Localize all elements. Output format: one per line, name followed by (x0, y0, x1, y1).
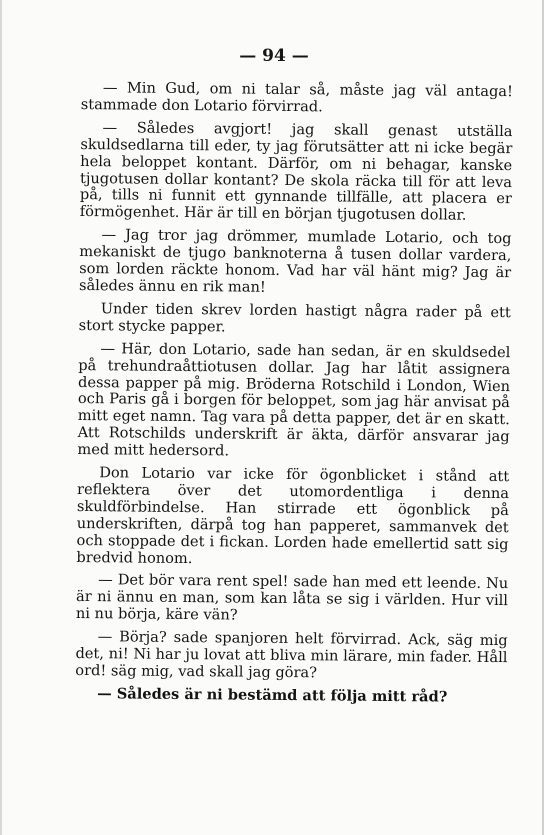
paragraph: Under tiden skrev lorden hastigt några rader på ett stort stycke papper. (78, 300, 511, 336)
paragraph: — Det bör vara rent spel! sade han med ett leende. Nu är ni ännu en man, som kan låta se sig i världen. Hur vill ni nu börja, käre vän? (75, 571, 509, 624)
paragraph: — Min Gud, om ni talar så, måste jag väl antaga! stammade don Lotario förvirrad. (80, 79, 513, 116)
paragraph: — Börja? sade spanjoren helt förvirrad. Ack, säg mig det, ni! Ni har ju lovat att bliva min lärare, min fader. Håll ord! säg mig, vad skall jag göra? (75, 628, 508, 682)
page-number: — 94 — (239, 46, 309, 66)
paragraph: — Jag tror jag drömmer, mumlade Lotario, och tog mekaniskt de tjugo banknoterna å tusen dollar vardera, som lorden räckte honom. Vad har väl hänt mig? Jag är således ännu en rik man! (78, 226, 512, 296)
paragraph: — Här, don Lotario, sade han sedan, är en skuldsedel på trehundraåttiotusen dollar. Jag har låtit assignera dessa papper på mig. Bröderna Rotschild i London, Wien och Paris gå i borgen för beloppet, som jag här anvisat på mitt eget namn. Tag vara på detta papper, det är en skatt. Att Rotschilds underskrift är äkta, därför ansvarar jag med mitt hedersord. (77, 339, 511, 460)
paragraph: — Således avgjort! jag skall genast utställa skuldsedlarna till eder, ty jag förutsätter att ni icke begär hela beloppet kontant. Därför, om ni behagar, kanske tjugotusen dollar kontant? De skola räcka till för att leva på, tills ni funnit ett gynnande tillfälle, att placera er förmögenhet. Här är till en början tjugotusen dollar. (79, 119, 513, 225)
paragraph: Don Lotario var icke för ögonblicket i stånd att reflektera över det utomordentliga i denna skuldförbindelse. Han stirrade ett ögonblick på underskriften, därpå tog han papperet, sammanvek det och stoppade det i fickan. Lorden hade emellertid satt sig bredvid honom. (76, 464, 510, 567)
body-text (75, 80, 513, 713)
paragraph: — Således är ni bestämd att följa mitt råd? (97, 685, 448, 706)
